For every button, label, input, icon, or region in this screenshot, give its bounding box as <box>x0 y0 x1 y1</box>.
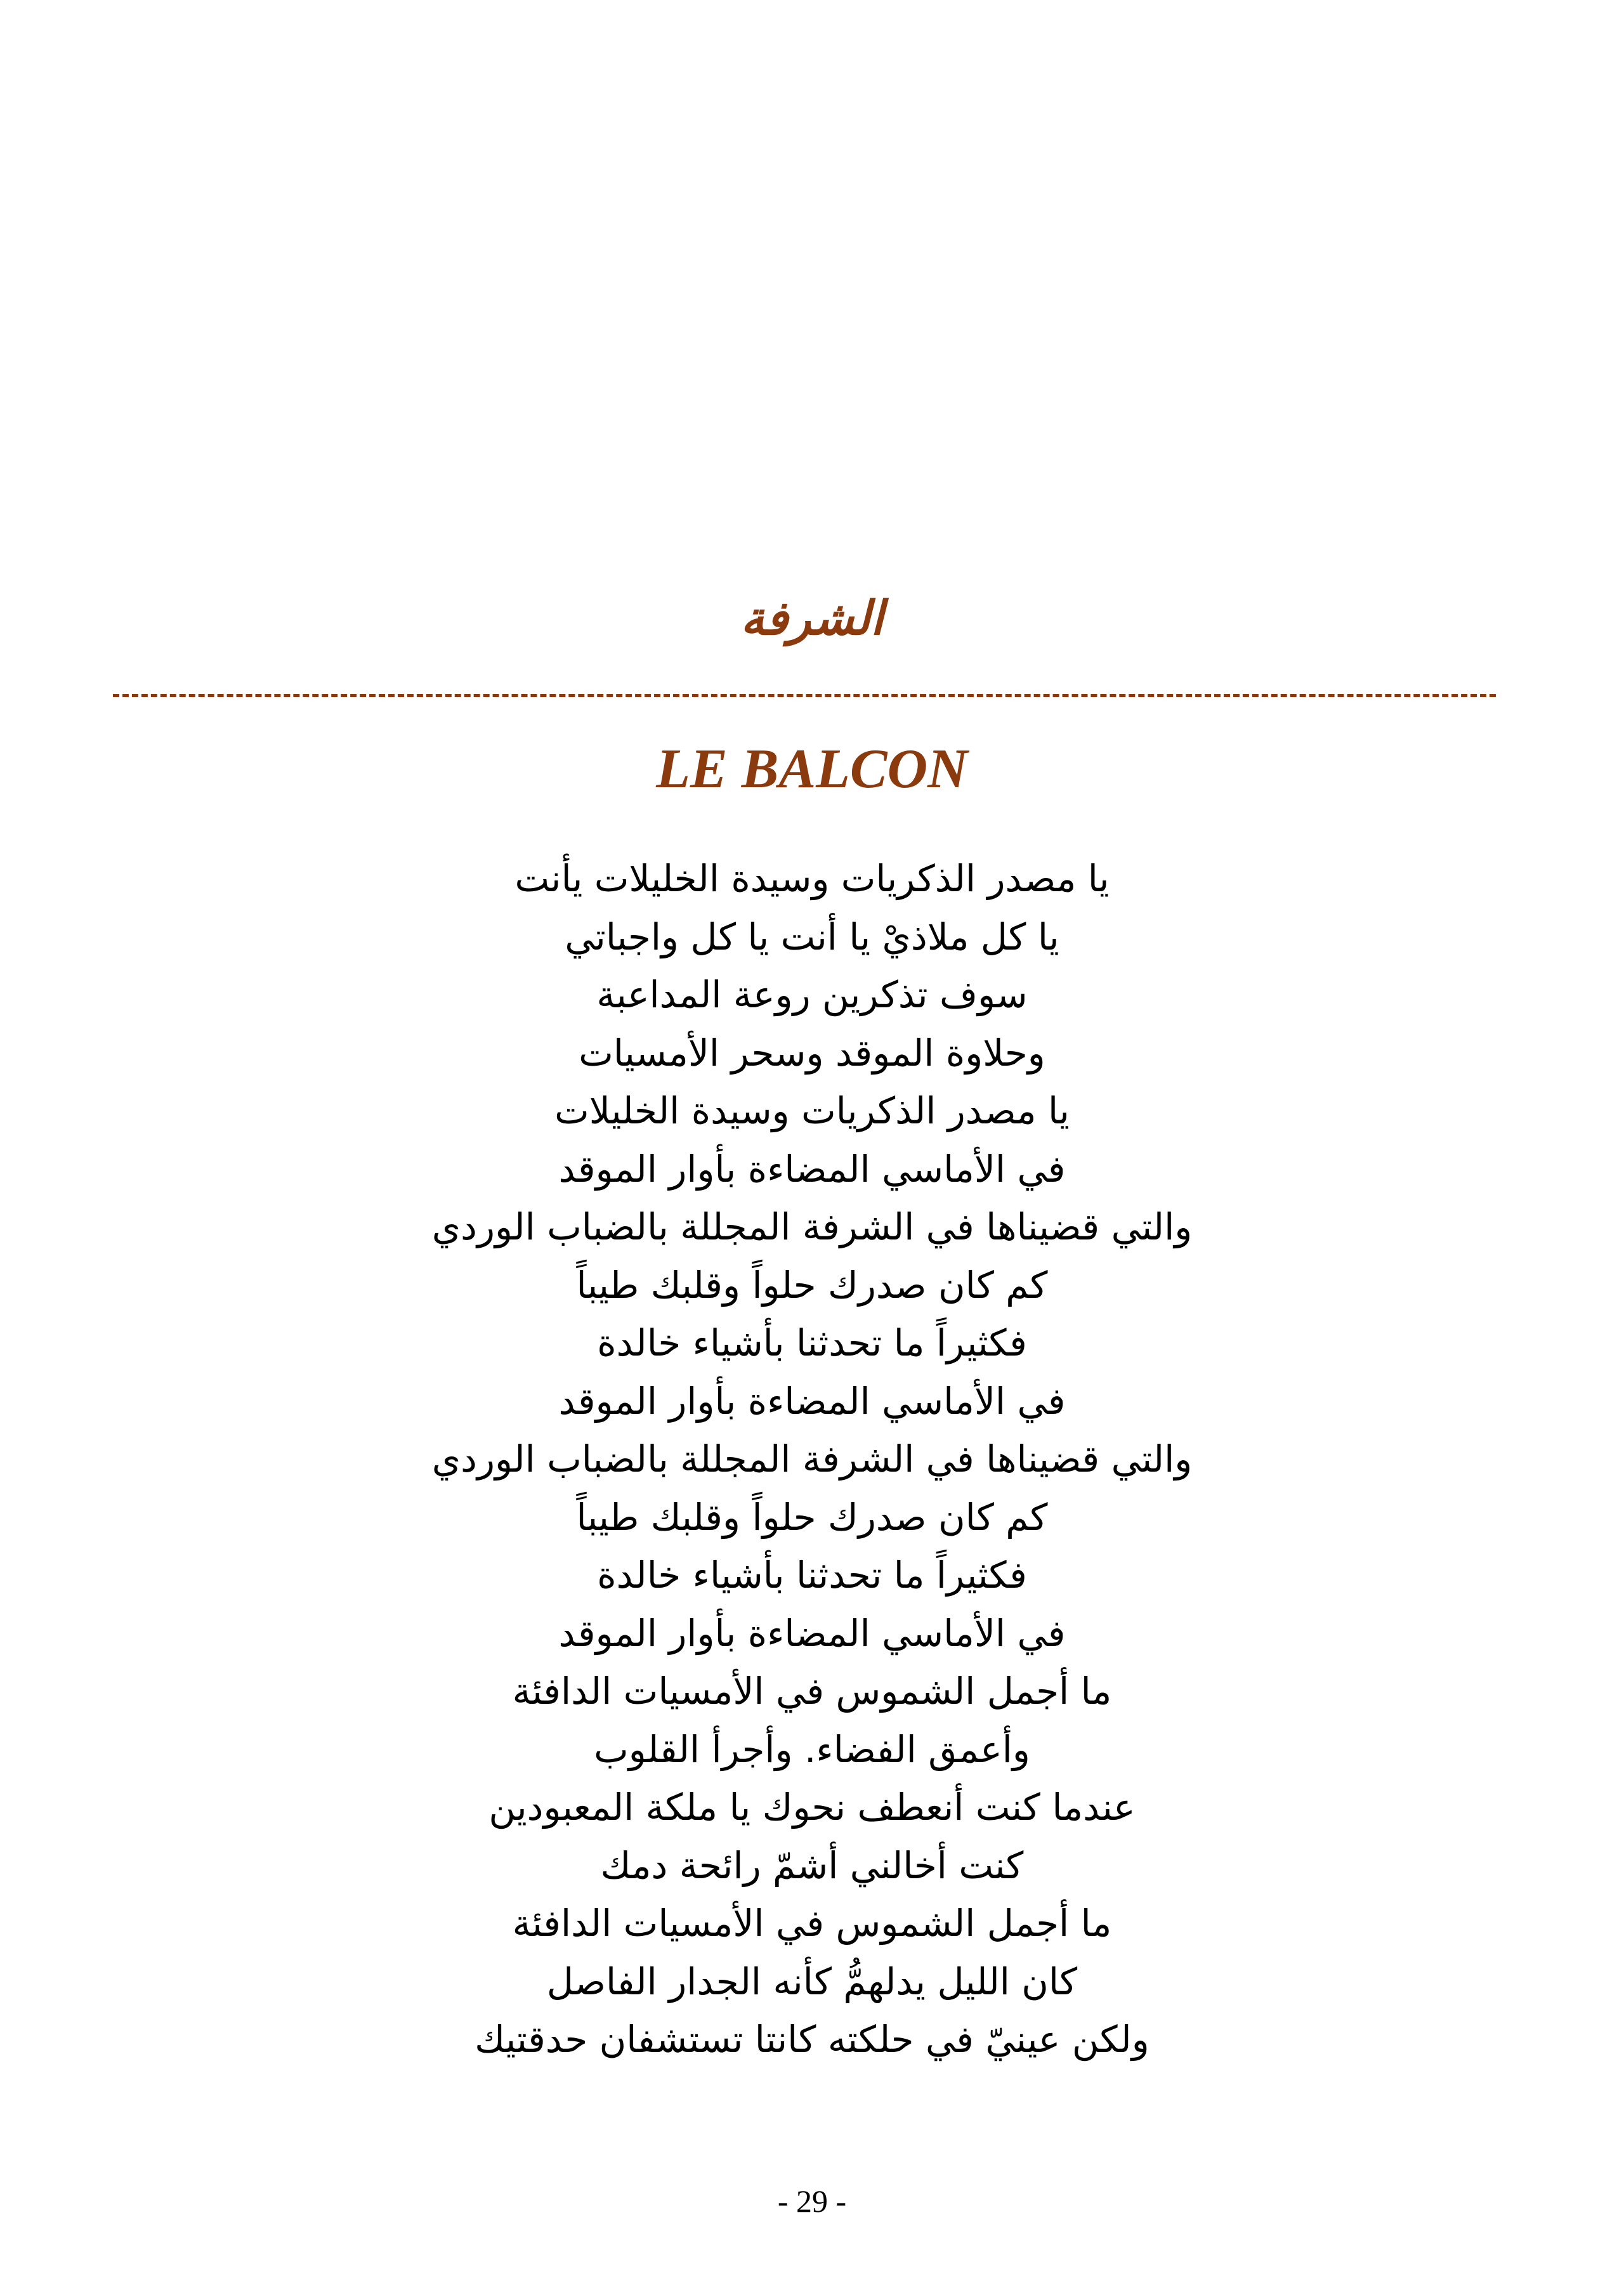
poem-line: والتي قضيناها في الشرفة المجللة بالضباب الوردي <box>431 1205 1193 1248</box>
poem-line: ما أجمل الشموس في الأمسيات الدافئة <box>512 1902 1112 1945</box>
poem-line: فكثيراً ما تحدثنا بأشياء خالدة <box>597 1321 1027 1364</box>
page-number: - 29 - <box>777 2183 847 2219</box>
poem-line: يا مصدر الذكريات وسيدة الخليلات <box>554 1089 1070 1132</box>
arabic-title: الشرفة <box>740 591 884 646</box>
poem-line: سوف تذكرين روعة المداعبة <box>596 973 1028 1016</box>
poem-line: عندما كنت أنعطف نحوك يا ملكة المعبودين <box>488 1786 1136 1829</box>
poem-line: والتي قضيناها في الشرفة المجللة بالضباب الوردي <box>431 1437 1193 1481</box>
poem-line: وحلاوة الموقد وسحر الأمسيات <box>579 1031 1045 1075</box>
poem-line: كان الليل يدلهمُّ كأنه الجدار الفاصل <box>546 1959 1078 2003</box>
poem-line: فكثيراً ما تحدثنا بأشياء خالدة <box>597 1553 1027 1597</box>
poem-line: كم كان صدرك حلواً وقلبك طيباً <box>576 1495 1048 1539</box>
french-title: LE BALCON <box>656 738 968 800</box>
poem-line: يا مصدر الذكريات وسيدة الخليلات يأنت <box>514 857 1110 900</box>
poem-line: يا كل ملاذيْ يا أنت يا كل واجباتي <box>565 915 1059 958</box>
poem-line: ما أجمل الشموس في الأمسيات الدافئة <box>512 1670 1112 1713</box>
poem-line: وأعمق الفضاء. وأجرأ القلوب <box>594 1727 1030 1771</box>
poem-line: كنت أخالني أشمّ رائحة دمك <box>600 1843 1024 1887</box>
poem-line: كم كان صدرك حلواً وقلبك طيباً <box>576 1263 1048 1307</box>
poem-line: في الأماسي المضاءة بأوار الموقد <box>558 1611 1066 1655</box>
poem-line: في الأماسي المضاءة بأوار الموقد <box>558 1147 1066 1191</box>
title-divider <box>113 694 1496 697</box>
poem-line: ولكن عينيّ في حلكته كانتا تستشفان حدقتيك <box>475 2018 1149 2061</box>
poem-body <box>0 850 1624 2069</box>
poem-line: في الأماسي المضاءة بأوار الموقد <box>558 1379 1066 1423</box>
